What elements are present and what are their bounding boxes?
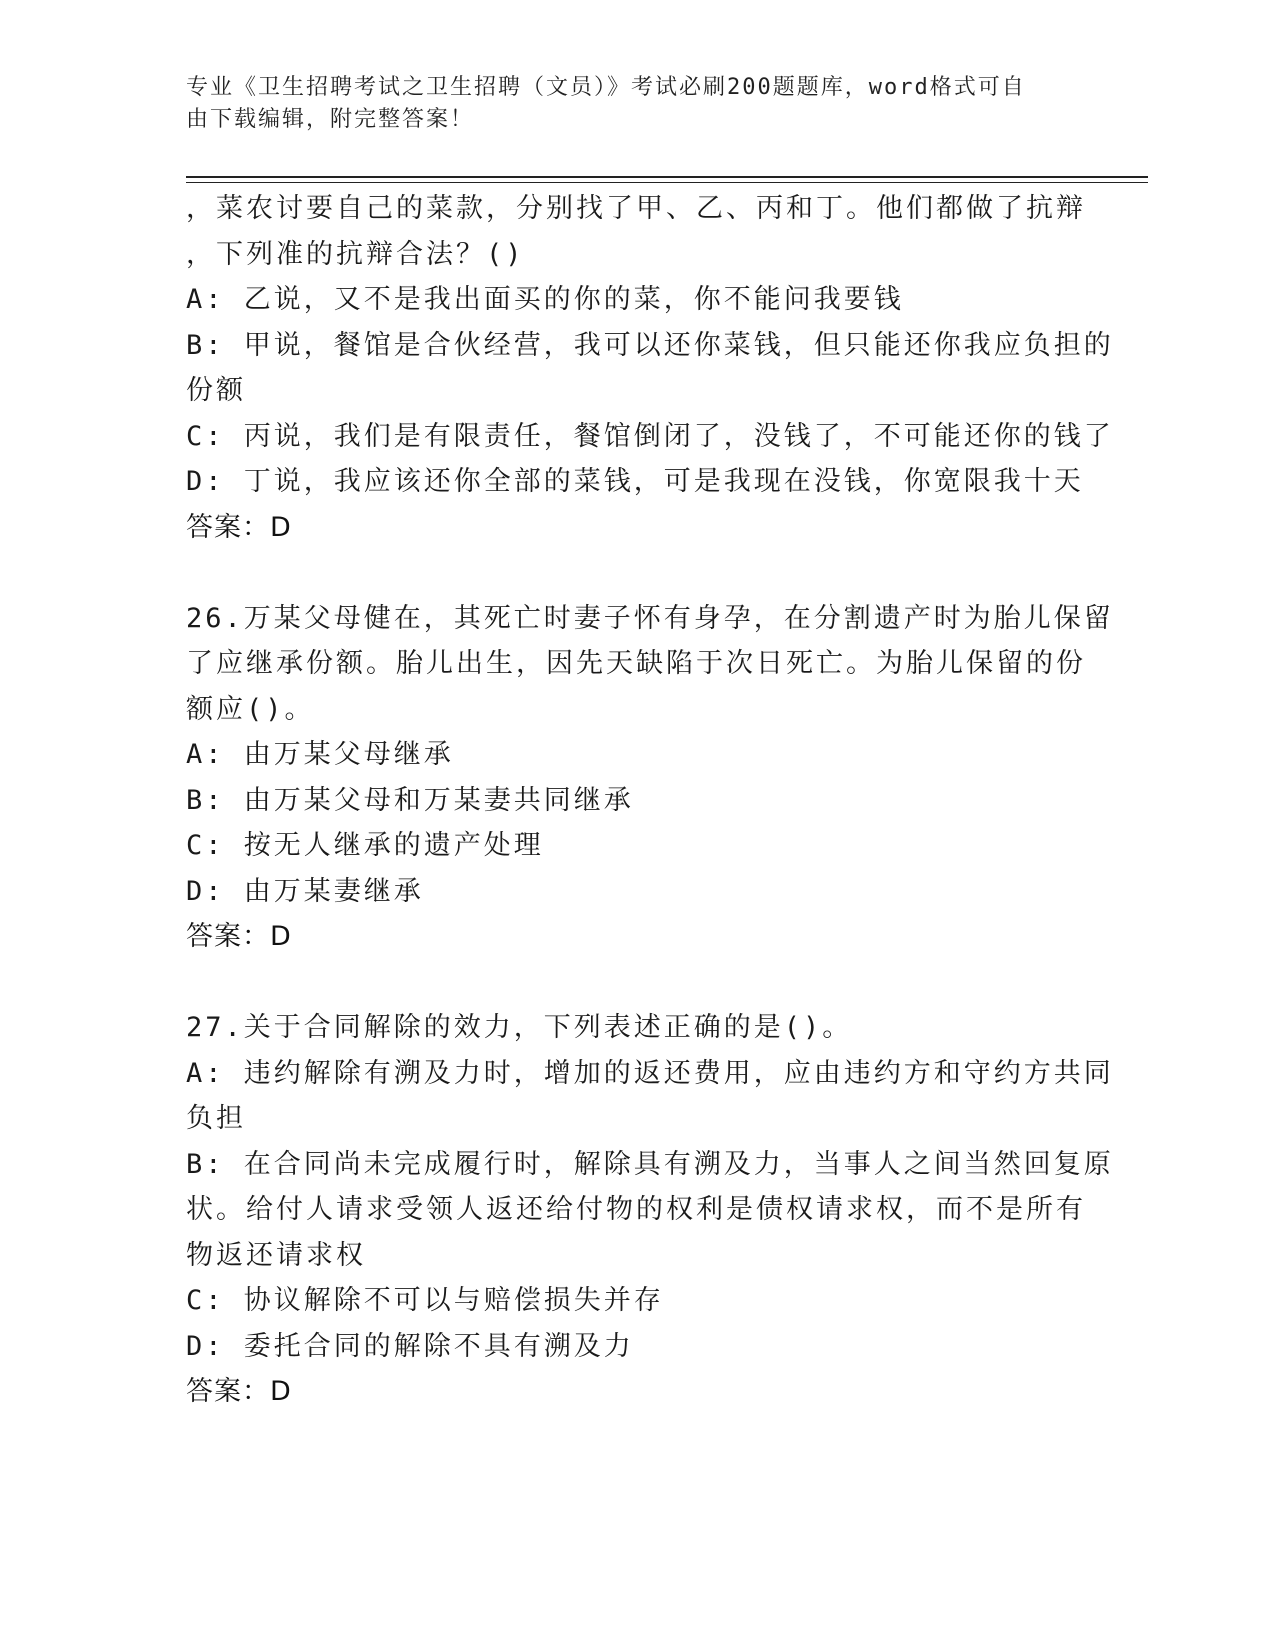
option-d: D: 由万某妻继承 [186,875,424,907]
option-b-continued: 份额 [186,375,246,406]
header-divider-thin [186,182,1148,183]
answer-label: 答案：D [186,511,292,543]
question-spacer [186,550,1086,596]
question-25 [186,186,1114,550]
option-b-continued: 状。给付人请求受领人返还给付物的权利是债权请求权，而不是所有 [186,1194,1086,1225]
question-spacer [186,960,1086,1006]
question-27 [186,1005,1114,1415]
option-d: D: 丁说，我应该还你全部的菜钱，可是我现在没钱，你宽限我十天 [186,466,1084,497]
option-b: B: 由万某父母和万某妻共同继承 [186,784,634,816]
option-a: A: 由万某父母继承 [186,739,454,770]
header-divider-thick [186,176,1148,178]
document-header [186,72,1066,136]
option-b: B: 在合同尚未完成履行时，解除具有溯及力，当事人之间当然回复原 [186,1148,1114,1180]
option-d: D: 委托合同的解除不具有溯及力 [186,1330,634,1362]
option-b: B: 甲说，餐馆是合伙经营，我可以还你菜钱，但只能还你我应负担的 [186,329,1114,361]
option-b-continued: 物返还请求权 [186,1239,366,1271]
answer-label: 答案：D [186,1376,292,1407]
question-stem: 了应继承份额。胎儿出生，因先天缺陷于次日死亡。为胎儿保留的份 [186,648,1086,679]
question-stem: 27.关于合同解除的效力，下列表述正确的是()。 [186,1012,853,1043]
question-stem: 26.万某父母健在，其死亡时妻子怀有身孕，在分割遗产时为胎儿保留 [186,602,1114,634]
question-stem: ，下列准的抗辩合法？() [186,238,525,270]
option-c: C: 按无人继承的遗产处理 [186,830,544,861]
option-a-continued: 负担 [186,1103,246,1134]
question-stem: ，菜农讨要自己的菜款，分别找了甲、乙、丙和丁。他们都做了抗辩 [186,193,1086,224]
question-stem: 额应()。 [186,693,315,725]
option-a: A: 乙说，又不是我出面买的你的菜，你不能问我要钱 [186,284,904,315]
option-c: C: 协议解除不可以与赔偿损失并存 [186,1285,664,1316]
option-c: C: 丙说，我们是有限责任，餐馆倒闭了，没钱了，不可能还你的钱了 [186,420,1114,452]
header-line-1: 专业《卫生招聘考试之卫生招聘（文员）》考试必刷200题题库，word格式可自 [186,75,1026,100]
header-line-2: 由下载编辑，附完整答案！ [186,107,475,132]
question-content [186,186,1114,1415]
question-26 [186,596,1114,960]
option-a: A: 违约解除有溯及力时，增加的返还费用，应由违约方和守约方共同 [186,1057,1114,1089]
answer-label: 答案：D [186,921,292,952]
